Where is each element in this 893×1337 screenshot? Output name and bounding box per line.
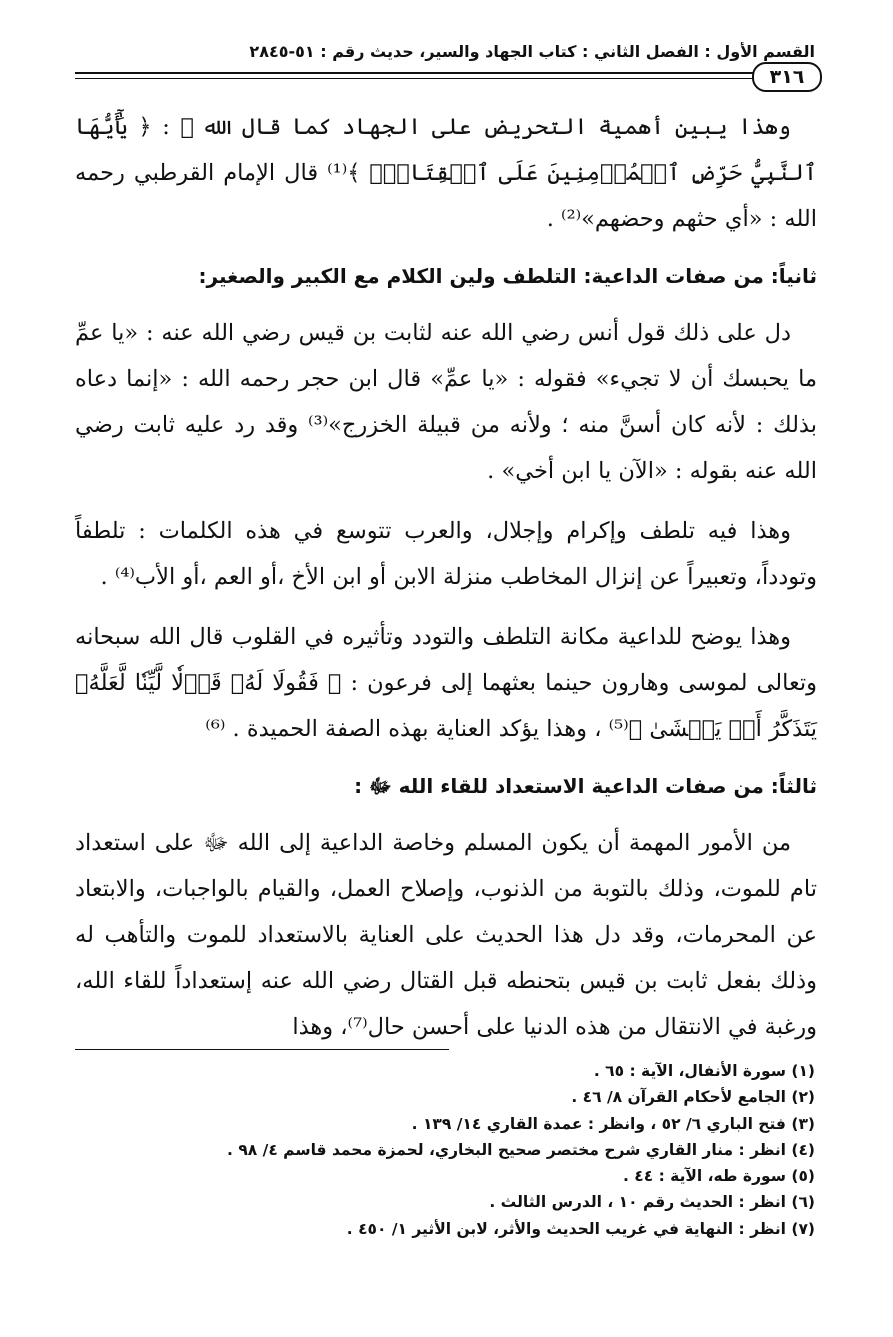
paragraph-incitement: وهذا يبين أهمية التحريض على الجهاد كما قال الله ﷻ : ﴿ يَٰٓأَيُّهَا ٱلنَّبِيُّ حَرِّضِ ٱلۡمُؤۡمِنِينَ عَلَى ٱلۡقِتَالِۚ ﴾⁽¹⁾ قال الإمام القرطبي رحمه الله : «أي حثهم وحضهم»⁽²⁾ .	[75, 114, 818, 232]
footnote-6: (٦) انظر : الحديث رقم ١٠ ، الدرس الثالث .	[489, 1193, 815, 1212]
header-rule-thin	[75, 78, 755, 79]
footnotes-list	[75, 1058, 815, 1242]
paragraph-musa-harun: وهذا يوضح للداعية مكانة التلطف والتودد وتأثيره في القلوب قال الله سبحانه وتعالى لموسى وهارون حينما بعثهما إلى فرعون : ﴿ فَقُولَا لَهُۥ قَوۡلٗا لَّيِّنٗا لَّعَلَّهُۥ يَتَذَكَّرُ أَوۡ يَخۡشَىٰ ﴾⁽⁵⁾ ، وهذا يؤكد العناية بهذه الصفة الحميدة . ⁽⁶⁾	[75, 624, 817, 742]
paragraph-anas-quote: دل على ذلك قول أنس رضي الله عنه لثابت بن قيس رضي الله عنه : «يا عمِّ ما يحبسك أن لا تجيء» فقوله : «يا عمِّ» قال ابن حجر رحمه الله : «إنما دعاه بذلك : لأنه كان أسنَّ منه ؛ ولأنه من قبيلة الخزرج»⁽³⁾ وقد رد عليه ثابت رضي الله عنه بقوله : «الآن يا ابن أخي» .	[75, 320, 817, 484]
footnote-3: (٣) فتح الباري ٦/ ٥٢ ، وانظر : عمدة القاري ١٤/ ١٣٩ .	[411, 1114, 815, 1133]
paragraph-preparation: من الأمور المهمة أن يكون المسلم وخاصة الداعية إلى الله ﷻ على استعداد تام للموت، وذلك بالتوبة من الذنوب، وإصلاح العمل، والقيام بالواجبات، والابتعاد عن المحرمات، وقد دل هذا الحديث على العناية بالاستعداد للموت والتأهب له وذلك بفعل ثابت بن قيس بتحنطه قبل القتال رضي الله عنه إستعداداً للقاء الله، ورغبة في الانتقال من هذه الدنيا على أحسن حال⁽⁷⁾، وهذا	[75, 830, 817, 1040]
main-text	[75, 104, 817, 1064]
header-rule	[75, 72, 755, 74]
footnote-separator	[75, 1049, 449, 1050]
footnote-4: (٤) انظر : منار القاري شرح مختصر صحيح البخاري، لحمزة محمد قاسم ٤/ ٩٨ .	[227, 1140, 815, 1159]
footnote-1: (١) سورة الأنفال، الآية : ٦٥ .	[593, 1062, 815, 1080]
paragraph-kindness: وهذا فيه تلطف وإكرام وإجلال، والعرب تتوسع في هذه الكلمات : تلطفاً وتودداً، وتعبيراً عن إنزال المخاطب منزلة الابن أو ابن الأخ ،أو العم ،أو الأب⁽⁴⁾ .	[75, 518, 817, 590]
section-heading-third: ثالثاً: من صفات الداعية الاستعداد للقاء الله ﷻ :	[354, 774, 817, 798]
page-number: ٣١٦	[752, 62, 822, 92]
running-header: القسم الأول : الفصل الثاني : كتاب الجهاد والسير، حديث رقم : ٥١-٢٨٤٥	[249, 42, 815, 61]
footnote-5: (٥) سورة طه، الآية : ٤٤ .	[622, 1167, 815, 1186]
footnote-2: (٢) الجامع لأحكام القرآن ٨/ ٤٦ .	[571, 1088, 815, 1107]
footnote-7: (٧) انظر : النهاية في غريب الحديث والأثر، لابن الأثير ١/ ٤٥٠ .	[346, 1219, 815, 1238]
section-heading-second: ثانياً: من صفات الداعية: التلطف ولين الكلام مع الكبير والصغير:	[198, 264, 817, 288]
